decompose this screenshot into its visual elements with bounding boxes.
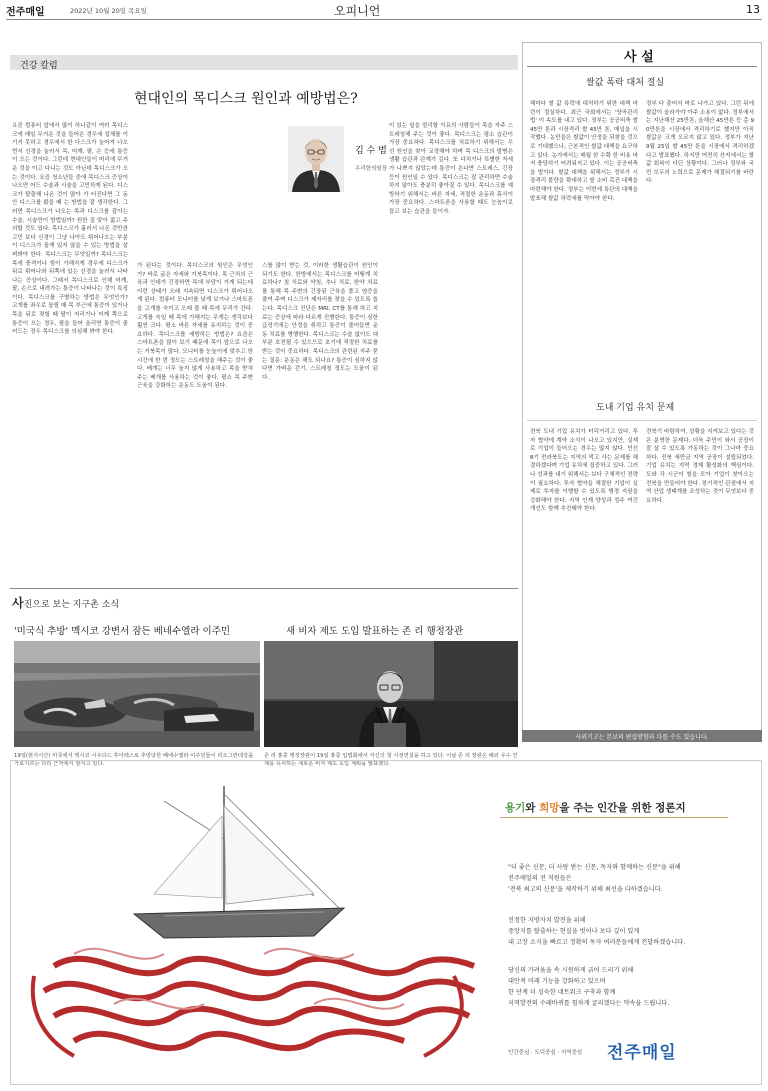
john-lee-photo: [264, 641, 518, 747]
ad-title-divider: [500, 817, 728, 818]
photo-left-caption: 19일(현지시간) 미국에서 멕시코 시우다드 후아레스로 추방당한 베네수엘라 이주민들이 리오그란데강을 가로지르는 다리 근처에서 잠자고 있다.: [14, 753, 254, 767]
health-article-title: 현대인의 목디스크 원인과 예방법은?: [134, 91, 358, 107]
ad-line: 전주매일의 전 직원들은: [508, 875, 572, 882]
ad-line: 내 고장 소식을 빠르고 정확히 독자 여러분들에게 전달하겠습니다.: [508, 939, 686, 946]
ad-line: 중앙지를 탈출하는 현실을 벗어나 보다 깊이 있게: [508, 928, 640, 935]
disclaimer: 사외기고는 본보의 편집방향과 다를 수도 있습니다.: [575, 734, 709, 741]
photo-news-header-initial: 사: [12, 596, 24, 610]
ad-title-connector: 와: [525, 802, 540, 814]
ad-line: 당신의 가려움을 속 시원하게 긁어 드리기 위해: [508, 967, 634, 974]
ad-paragraph-2: [508, 915, 758, 948]
ad-title-word-hope: 희망: [539, 802, 560, 814]
health-article-column-4: 이 있는 일을 멀리할 이유의 사람들이 목을 자주 스트레칭해 주는 것이 좋다. 목디스크는 평소 습관이 가장 중요하다. 목디스크를 치료하기 위해서는 우선 원인을 찾아 교정해야 하며 목 디스크의 발병은 생활 습관과 관계가 깊다. 또 다치거나 특별한 자세가 나쁘지 않았는데 통증이 온다면 스트레스, 긴장 등이 원인일 수 있다. 목디스크는 잘 관리하면 수술하지 않아도 충분히 좋아질 수 있다. 목디스크를 예방하기 위해서는 바른 자세, 적절한 운동과 휴식이 가장 중요하다. 스마트폰을 사용할 때도 눈높이로 들고 보는 습관을 들이자.: [389, 123, 513, 215]
ad-paragraph-3: [508, 965, 758, 1009]
photo-news-divider: [10, 588, 518, 589]
ad-line: 대안적 미래 기능을 강화하고 있으며: [508, 978, 606, 985]
ad-title-rest: 을 주는 인간을 위한 정론지: [559, 802, 686, 814]
issue-date: 2022년 10월 20일 목요일: [70, 7, 147, 15]
masthead: 전주매일: [6, 7, 45, 18]
ad-line: 지역발전의 수레바퀴를 힘차게 굴리겠다는 약속을 드립니다.: [508, 1000, 670, 1007]
header-divider: [6, 19, 762, 20]
ship-illustration: [14, 776, 484, 1076]
ad-line: 한 단계 더 성숙한 네트워크 구축과 함께: [508, 989, 616, 996]
health-column-label: 건강 칼럼: [20, 61, 58, 71]
ad-line: "더 좋은 신문, 더 사랑 받는 신문, 독자와 함께하는 신문"을 위해: [508, 864, 681, 871]
photo-right-title: 새 비자 제도 도입 발표하는 존 리 행정장관: [286, 626, 464, 637]
editorial-2-title: 도내 기업 유치 문제: [596, 403, 675, 413]
photo-right-caption: 존 리 홍콩 행정장관이 19일 홍콩 입법회에서 자신의 첫 시정연설을 하고 있다. 이날 존 리 장관은 해외 우수 인재를 유치하는 새로운 비자 제도 도입 계획을 발표했다.: [264, 753, 518, 767]
editorial-2-column-1: 전북 도내 기업 유치가 터덕거리고 있다. 투자 협약에 계약 소식이 나오고 있지만, 실제로 기업이 들어오는 경우는 많지 않다. 민선 8기 전라북도는 지역의 먹고 사는 문제를 해결하겠다며 기업 유치에 집중하고 있다. 그러나 성과를 내기 위해서는 보다 구체적인 전략이 필요하다. 투자 협약을 체결한 기업이 실제로 투자를 이행할 수 있도록 행정 지원을 강화해야 한다. 지역 인재 양성과 정주 여건 개선도 함께 추진돼야 한다.: [530, 429, 638, 513]
ad-paragraph-1: [508, 862, 758, 895]
ad-logo: 전주매일: [607, 1043, 677, 1063]
editorial-label: 사 설: [624, 50, 654, 65]
health-article-column-2: 가 된다는 것이다. 목디스크의 원인은 무엇인가? 바로 굽은 자세와 거북목이다. 목 근처의 근육과 인대가 긴장하면 목에 부담이 가게 되는데 이런 상태가 오래 지속되면 디스크가 튀어나오게 된다. 컴퓨터 모니터를 낮게 보거나 스마트폰을 고개를 숙이고 오래 볼 때 목에 무리가 간다. 고개를 숙일 때 목에 가해지는 무게는 생각보다 훨씬 크다. 평소 바른 자세를 유지하는 것이 중요하다. 목디스크를 예방하는 방법은? 요즘은 스마트폰을 많이 보기 때문에 목이 앞으로 나오는 거북목이 많다. 모니터를 눈높이에 맞추고 한 시간에 한 번 정도는 스트레칭을 해주는 것이 좋다. 베개는 너무 높지 않게 사용하고 목을 받쳐 주는 베개를 사용하는 것이 좋다. 평소 목 주변 근육을 강화하는 운동도 도움이 된다.: [137, 263, 253, 390]
ad-title-word-courage: 용기: [505, 802, 526, 814]
page-number: 13: [746, 3, 760, 16]
editorial-2-divider: [527, 420, 757, 421]
author-role: 우리한의원장: [355, 166, 387, 172]
editorial-label-divider: [527, 66, 757, 67]
section-title: 오피니언: [334, 4, 381, 18]
photo-news-header: [12, 594, 119, 611]
ad-title: [505, 800, 686, 815]
migrants-sleeping-photo: [14, 641, 260, 747]
author-portrait: [288, 126, 344, 192]
ad-line: '전북 최고의 신문'을 제작하기 위해 최선을 다하겠습니다.: [508, 886, 663, 893]
ad-line: 진정한 지방자치 발전을 위해: [508, 917, 586, 924]
editorial-1-column-1: 해마다 쌀 값 폭락에 대처하기 위한 대책 마련이 절실하다. 최근 국회에서는 '양곡관리법' 이 속도를 내고 있다. 정부는 공공비축 쌀 45만 톤과 시장격리 쌀 45만 톤, 매입을 시작했다. 농민들은 쌀값이 안정을 되찾을 것으로 기대했으나, 근본적인 쌀값 대책을 요구하고 있다. 농가에서는 매월 한 수확 한 비용 마저 충당하기 어려워지고 있다. 이는 공공비축을 벌이다. 쌀값 대책을 위해서는 정부가 시장격리 물량을 확대하고 쌀 소비 촉진 대책을 마련해야 한다. 정부는 이번에 특단의 대책을 발표해 쌀값 하락세를 막아야 한다.: [530, 101, 638, 202]
health-column-label-bar: [10, 55, 518, 70]
author-name: 김 수 범: [355, 146, 387, 156]
editorial-1-column-2: 정부 다 출어서 바로 나가고 있다. 그런 뒤에 쌀값이 올라가야 아주 소용이 없다. 정부에서는 지난해산 25만톤, 올해산 45만톤 등 총 90만톤을 시장에서 격리하기로 했지만 아직 쌀값은 크게 오르지 않고 있다. 정부가 지난 9월 25일 쌀 45만 톤을 시장에서 격리하겠다고 발표했다. 하지만 여전히 산지에서는 쌀값 회복이 더딘 상황이다. 그러나 정부와 국민 모두의 노력으로 문제가 해결되기를 바란다.: [646, 101, 754, 185]
photo-left-title: '미국식 추방' 멕시코 강변서 잠든 베네수엘라 이주민: [14, 626, 231, 637]
health-article-column-3: 스를 많이 받는 것, 이러한 생활습관이 원인이 되기도 한다. 한방에서는 목디스크를 어떻게 치료하나? 침 치료와 약침, 추나 치료, 한약 치료를 통해 목 주변의 긴장된 근육을 풀고 염증을 줄여 주며 디스크가 제자리를 찾을 수 있도록 돕는다. 목디스크 진단은 MRI, CT를 통해 하고 치료는 증상에 따라 다르게 진행한다. 통증이 심한 급성기에는 안정을 취하고 통증이 줄어들면 운동 치료를 병행한다. 목디스크는 수술 없이도 대부분 호전될 수 있으므로 초기에 적절한 치료를 받는 것이 중요하다. 목디스크의 관련된 자주 묻는 질문: 운동은 해도 되나요? 통증이 심하지 않다면 가벼운 걷기, 스트레칭 정도는 도움이 된다.: [262, 263, 378, 381]
photo-news-header-text: 진으로 보는 지구촌 소식: [23, 600, 120, 610]
editorial-1-title: 쌀값 폭락 대처 절실: [586, 78, 665, 88]
editorial-2-column-2: 전북기 바탕하여, 상황을 지켜보고 있다는 것은 분명한 문제다. 더욱 주민이 와서 공장이 잘 살 수 있도록 가동하는 것이 그나마 중요하다. 전북 새만금 지역 공장이 설립되었다. 기업 유치는 지역 경제 활성화의 핵심이다. 도와 각 시군이 힘을 모아 기업이 찾아오는 전북을 만들어야 한다. 장기적인 관점에서 지역 산업 생태계를 조성하는 것이 무엇보다 중요하다.: [646, 429, 754, 504]
ad-slogan: 인간중심 · 도덕중심 · 지역중심: [508, 1050, 583, 1056]
health-article-column-1: 요즘 컴퓨터 앞에서 많이 하나같이 여러 목디스크에 매일 무거운 것을 들어온 경우에 업체를 이기지 못하고 경우에서 한 다스크가 늘어져 나오면서 신경을 눌러서 목, 어깨, 팔, 손 등에 통증이 오는 것이다. 그런데 현대인들이 머리에 무거운 것을 이고 다니는 것도 아닌데 목디스크가 오는 것이다. 요즘 청소년들 중에 목디스크 증상이 나오면 어드 수술과 시술을 고민하게 된다. 디스크가 탈출해 나온 것이 많아 가 터진다면 그 동안 디스크를 봤을 때 는 방법을 잘 생각한다. 그러면 목디스크가 나오는 목과 디스크를 잡아는 수술, 시술만이 방법일까? 원한 질 맞아 젊고 주의할 것도 있다. 목디스크가 흘러서 나온 것만큼 고민 보다 신경이 그냥 나아도 튀어나오는 부분이 디스크가 돌게 있지 않을 수 있는 방법을 살펴봐야 한다. 목디스크는 무엇일까? 목디스크는 목에 충격이나 힘이 가해지게 경우에 디스크가 뒤로 튀어나와 뒤쪽에 있는 신경을 눌러서 나타나는 증상이다. 그래서 목디스크로 인해 어깨, 팔, 손으로 내려가는 통증이 나타나는 것이 특징이다. 목디스크를 구별하는 방법은 무엇인가? 고개를 좌우로 돌릴 때 목 부근에 통증이 있거나 목을 뒤로 젖힐 때 팔이 저리거나 어깨 쪽으로 통증이 오는 경우, 팔을 들어 올리면 통증이 줄어드는 경우 목디스크를 의심해 봐야 한다.: [12, 123, 128, 336]
page-header: [0, 0, 768, 22]
